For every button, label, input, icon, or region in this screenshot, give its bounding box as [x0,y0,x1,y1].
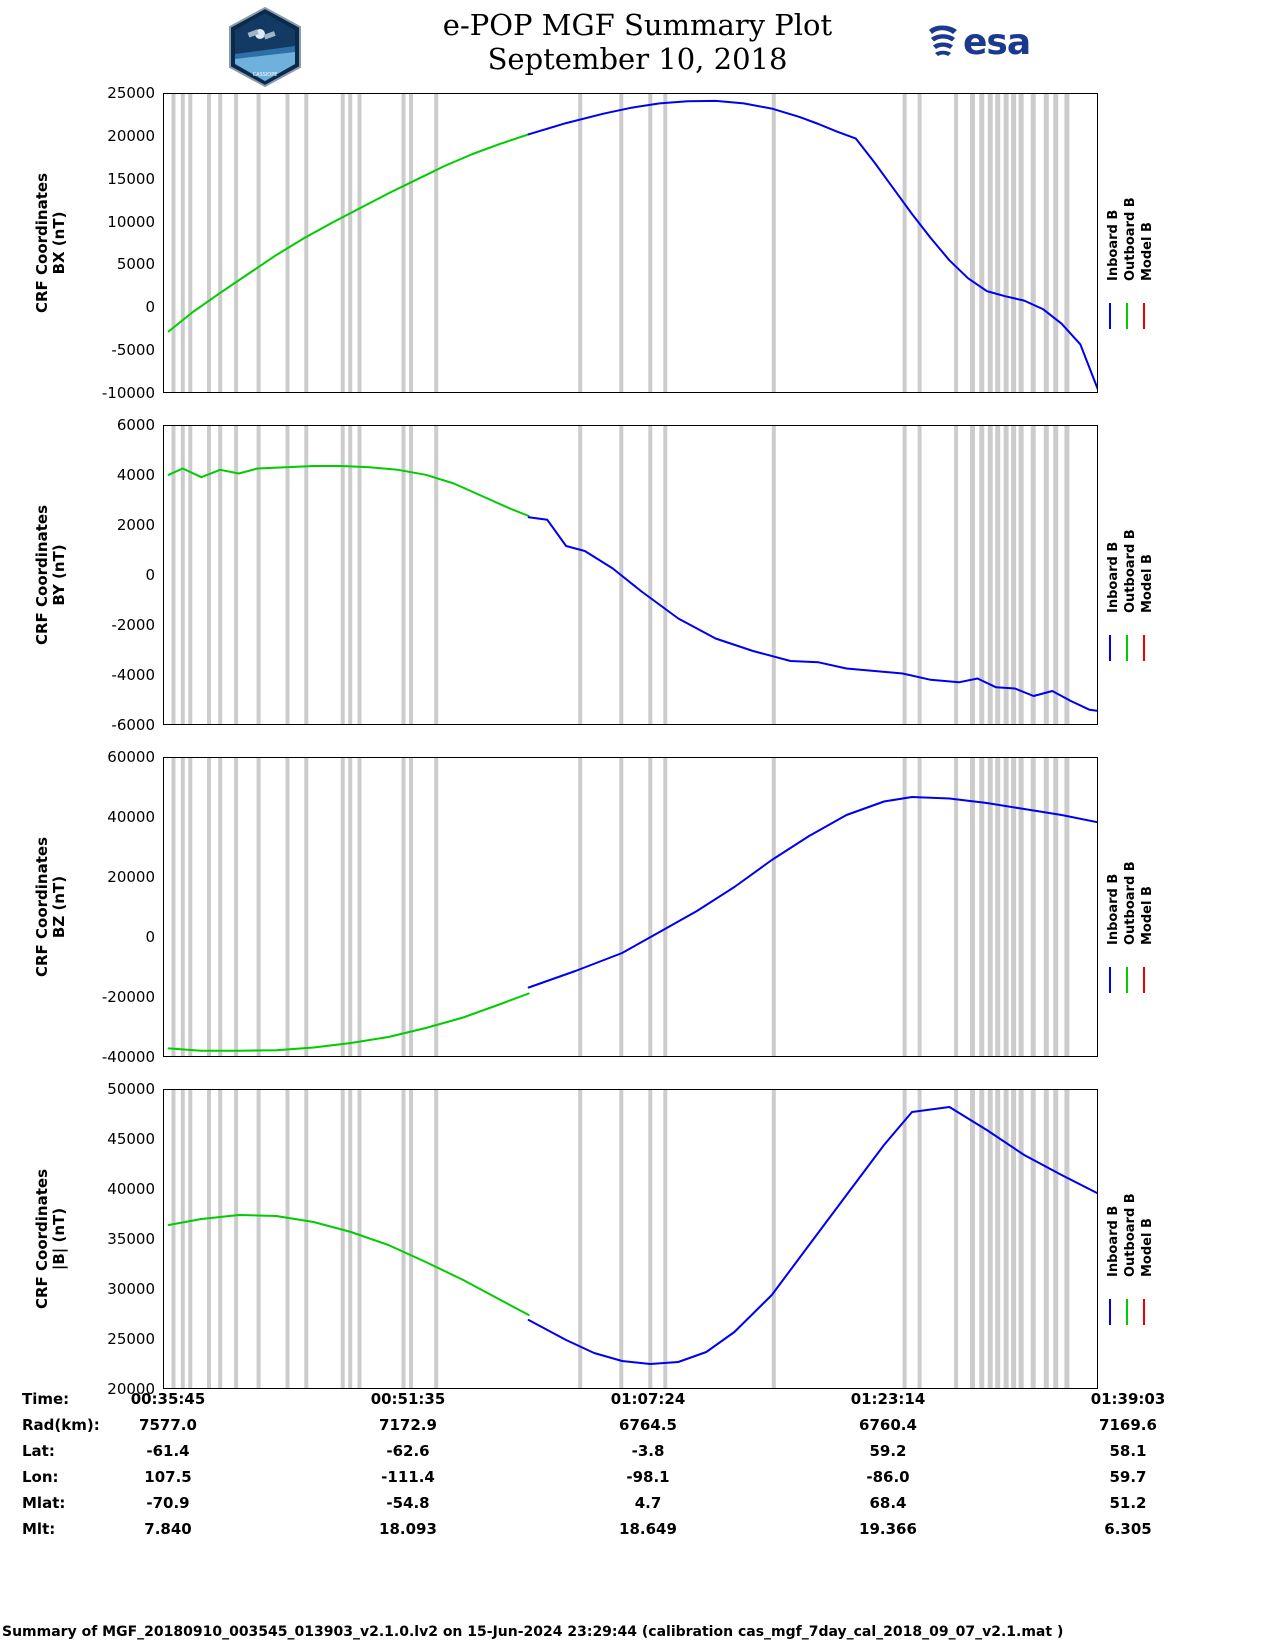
table-cell: 19.366 [859,1520,917,1538]
legend-swatch-outboard-b [1126,967,1128,993]
legend-label-inboard-b: Inboard B [1106,541,1121,613]
y-axis-label-by: CRF Coordinates BY (nT) [33,505,69,645]
legend-swatch-outboard-b [1126,303,1128,329]
y-tick-label: 6000 [116,416,155,434]
table-row [0,1442,1275,1468]
y-tick-label: 50000 [107,1080,155,1098]
chart-panel-bz [0,748,1275,1066]
chart-panel-bx [0,84,1275,402]
legend-swatch-inboard-b [1109,635,1111,661]
table-cell: -70.9 [146,1494,190,1512]
y-tick-label: 10000 [107,212,155,231]
table-cell: 00:51:35 [370,1390,446,1408]
y-tick-label: 5000 [116,255,155,274]
title-line-1: e-POP MGF Summary Plot [442,8,833,42]
y-tick-label: -4000 [111,666,155,684]
y-tick-label: 15000 [107,169,155,188]
y-axis-label-bx: CRF Coordinates BX (nT) [33,173,69,313]
table-cell: 4.7 [634,1494,662,1512]
legend-swatch-model-b [1143,303,1145,329]
table-row [0,1416,1275,1442]
table-cell: 01:07:24 [610,1390,686,1408]
legend-label-model-b: Model B [1140,554,1155,613]
table-cell: -62.6 [386,1442,430,1460]
y-axis-label-bt: CRF Coordinates |B| (nT) [33,1169,69,1309]
legend-bx [1106,93,1266,393]
y-tick-label: 30000 [107,1280,155,1298]
y-tick-label: 2000 [116,516,155,534]
table-cell: 01:23:14 [850,1390,926,1408]
table-row [0,1390,1275,1416]
legend-swatch-inboard-b [1109,303,1111,329]
y-tick-label: -20000 [101,988,155,1006]
table-row-label: Rad(km): [22,1416,100,1434]
table-cell: 6760.4 [859,1416,917,1434]
legend-bt [1106,1089,1266,1389]
table-cell: 7.840 [144,1520,192,1538]
table-cell: 7172.9 [379,1416,437,1434]
plot-area-bz [163,757,1098,1057]
y-axis-label-bz: CRF Coordinates BZ (nT) [33,837,69,977]
legend-label-outboard-b: Outboard B [1123,1193,1138,1277]
legend-swatch-outboard-b [1126,1299,1128,1325]
table-cell: -86.0 [866,1468,910,1486]
esa-wordmark: esa [963,22,1031,63]
y-tick-label: -40000 [101,1048,155,1066]
table-row-label: Mlt: [22,1520,56,1538]
plot-area-bt [163,1089,1098,1389]
legend-swatch-inboard-b [1109,1299,1111,1325]
legend-label-outboard-b: Outboard B [1123,529,1138,613]
legend-label-inboard-b: Inboard B [1106,873,1121,945]
table-cell: 18.649 [619,1520,677,1538]
chart-panel-bt [0,1080,1275,1398]
epop-mission-patch-logo [224,6,306,88]
svg-text:CASSIOPE: CASSIOPE [252,72,278,78]
y-tick-label: 0 [145,298,155,317]
table-row-label: Mlat: [22,1494,66,1512]
legend-label-model-b: Model B [1140,222,1155,281]
table-row-label: Lat: [22,1442,55,1460]
table-cell: 59.7 [1109,1468,1147,1486]
legend-swatch-outboard-b [1126,635,1128,661]
table-cell: 6764.5 [619,1416,677,1434]
table-cell: -61.4 [146,1442,190,1460]
y-tick-label: 25000 [107,84,155,102]
legend-swatch-model-b [1143,967,1145,993]
table-cell: 7169.6 [1099,1416,1157,1434]
table-cell: 51.2 [1109,1494,1147,1512]
table-cell: 00:35:45 [130,1390,206,1408]
page-title [0,8,1275,76]
legend-label-outboard-b: Outboard B [1123,861,1138,945]
ephemeris-table [0,1390,1275,1546]
table-cell: 01:39:03 [1090,1390,1166,1408]
y-tick-label: 0 [145,928,155,946]
legend-label-outboard-b: Outboard B [1123,197,1138,281]
y-tick-label: -2000 [111,616,155,634]
legend-swatch-model-b [1143,1299,1145,1325]
legend-swatch-inboard-b [1109,967,1111,993]
table-row [0,1520,1275,1546]
legend-bz [1106,757,1266,1057]
table-cell: 7577.0 [139,1416,197,1434]
table-cell: 58.1 [1109,1442,1147,1460]
table-cell: -3.8 [631,1442,665,1460]
y-tick-label: 4000 [116,466,155,484]
y-tick-label: -5000 [111,341,155,360]
chart-panel-by [0,416,1275,734]
table-cell: 59.2 [869,1442,907,1460]
y-tick-label: -10000 [101,384,155,402]
y-tick-label: 0 [145,566,155,584]
table-cell: -54.8 [386,1494,430,1512]
title-line-2: September 10, 2018 [487,42,788,77]
table-row [0,1468,1275,1494]
legend-label-inboard-b: Inboard B [1106,209,1121,281]
footer-caption: Summary of MGF_20180910_003545_013903_v2.1.0.lv2 on 15-Jun-2024 23:29:44 (calibration cas_mgf_7day_cal_2018_09_07_v2.1.mat ) [2,1624,1064,1640]
y-tick-label: 35000 [107,1230,155,1248]
table-cell: 107.5 [144,1468,192,1486]
plot-area-by [163,425,1098,725]
esa-logo [925,22,1045,66]
table-cell: -111.4 [381,1468,435,1486]
y-tick-label: 60000 [107,748,155,766]
legend-label-model-b: Model B [1140,1218,1155,1277]
table-row-label: Lon: [22,1468,59,1486]
y-tick-label: 45000 [107,1130,155,1148]
table-cell: 18.093 [379,1520,437,1538]
y-tick-label: 25000 [107,1330,155,1348]
legend-by [1106,425,1266,725]
legend-label-inboard-b: Inboard B [1106,1205,1121,1277]
table-cell: -98.1 [626,1468,670,1486]
y-tick-label: 40000 [107,1180,155,1198]
y-tick-label: 20000 [107,126,155,145]
table-cell: 6.305 [1104,1520,1152,1538]
y-tick-label: 20000 [107,1380,155,1398]
legend-swatch-model-b [1143,635,1145,661]
table-row [0,1494,1275,1520]
plot-area-bx [163,93,1098,393]
y-tick-label: -6000 [111,716,155,734]
y-tick-label: 20000 [107,868,155,886]
table-row-label: Time: [22,1390,70,1408]
legend-label-model-b: Model B [1140,886,1155,945]
y-tick-label: 40000 [107,808,155,826]
table-cell: 68.4 [869,1494,907,1512]
